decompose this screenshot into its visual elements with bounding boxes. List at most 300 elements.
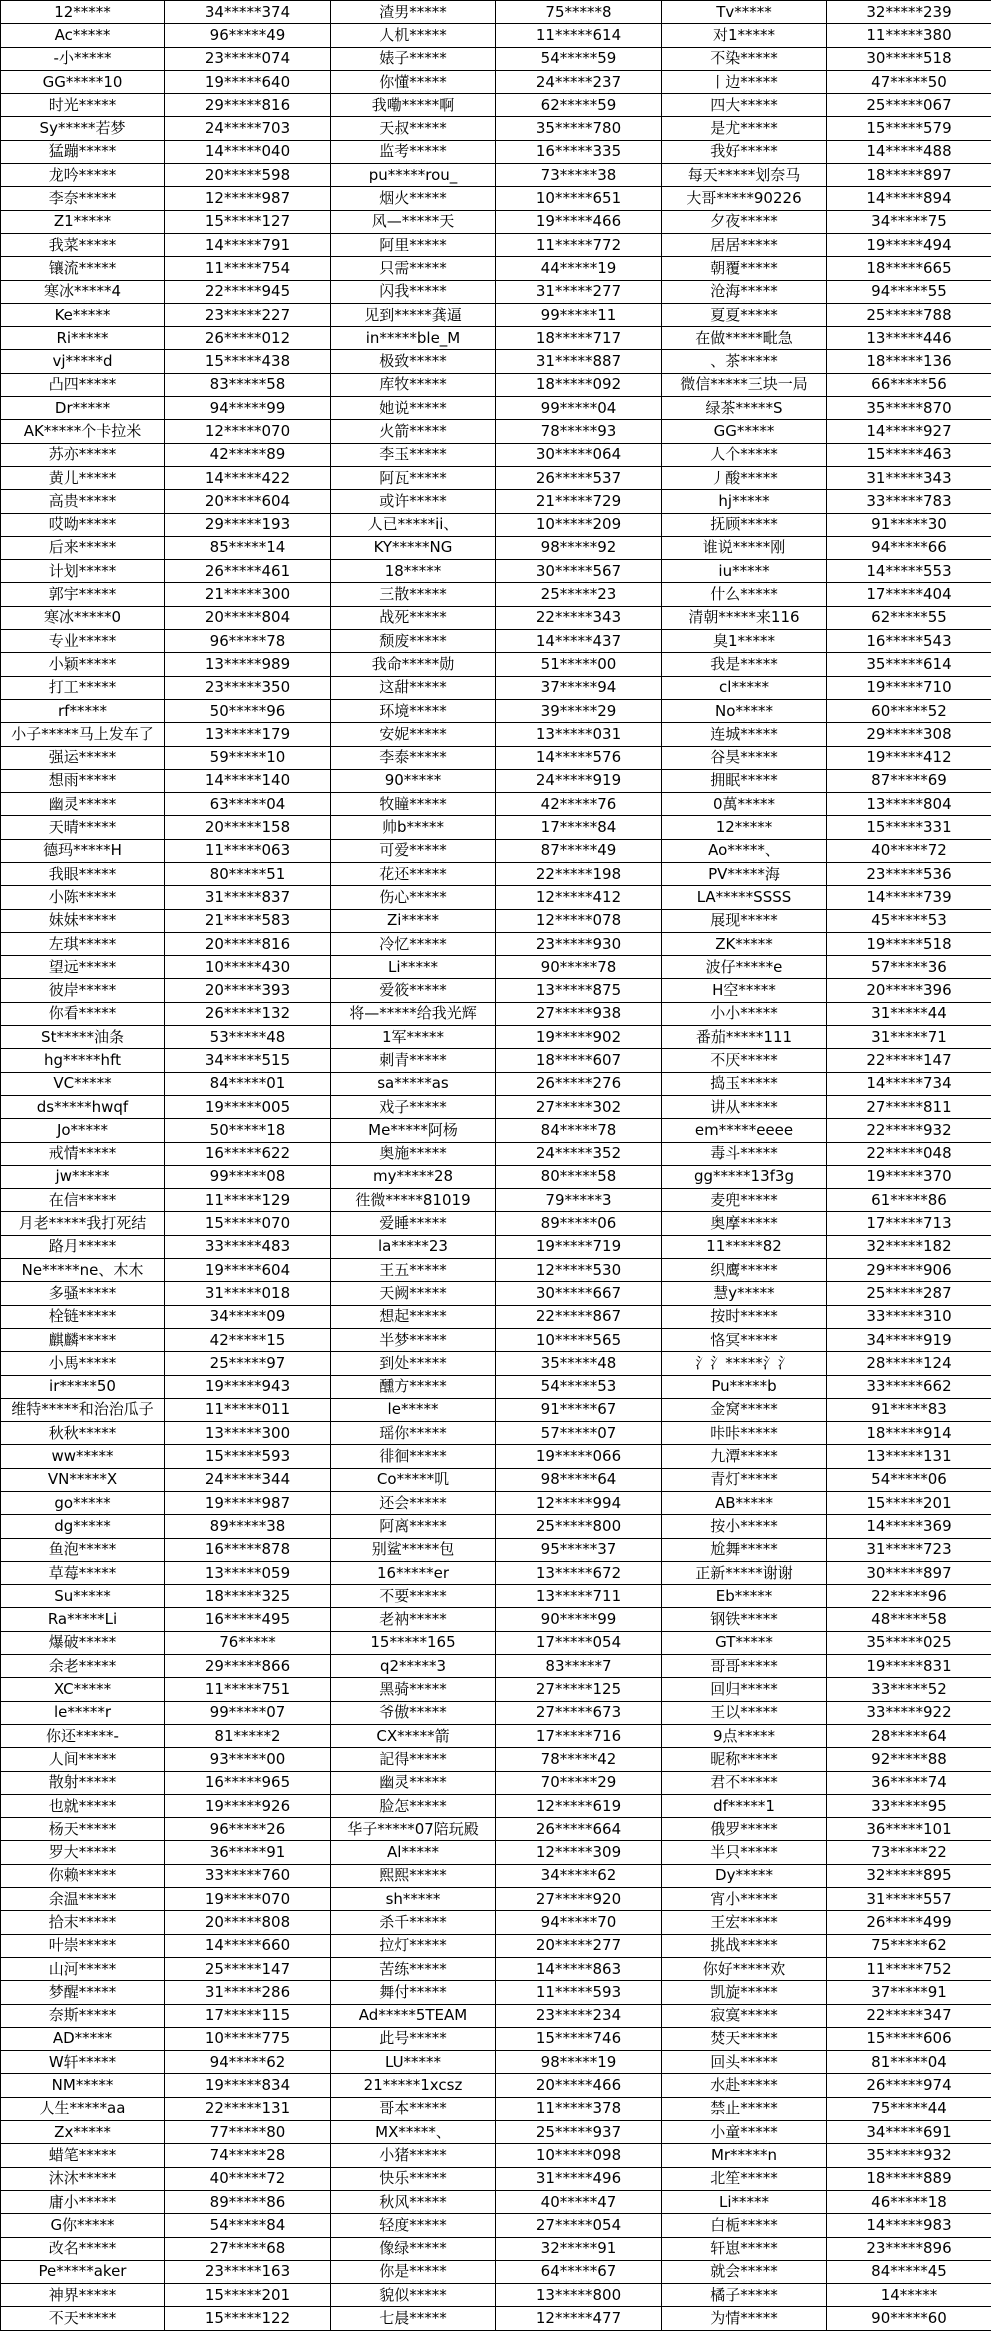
table-cell: 苦练*****: [331, 1957, 496, 1980]
table-cell: 宵小*****: [662, 1888, 827, 1911]
table-cell: 36*****91: [165, 1841, 331, 1864]
table-cell: 臭1*****: [662, 630, 827, 653]
table-cell: 什么*****: [662, 583, 827, 606]
table-cell: 18*****889: [827, 2167, 991, 2190]
table-cell: 幽灵*****: [331, 1771, 496, 1794]
table-cell: 李奈*****: [1, 187, 165, 210]
table-cell: 捣玉*****: [662, 1072, 827, 1095]
table-cell: 猛蹦*****: [1, 140, 165, 163]
table-cell: St*****油条: [1, 1026, 165, 1049]
table-row: [1, 2190, 991, 2213]
table-cell: 此号*****: [331, 2027, 496, 2050]
table-cell: 11*****380: [827, 24, 991, 47]
table-cell: 16*****543: [827, 630, 991, 653]
table-cell: PV*****海: [662, 862, 827, 885]
table-cell: 60*****52: [827, 699, 991, 722]
table-cell: 恪冥*****: [662, 1328, 827, 1351]
table-cell: 金窝*****: [662, 1398, 827, 1421]
table-cell: Mr*****n: [662, 2144, 827, 2167]
table-cell: 59*****10: [165, 746, 331, 769]
table-cell: 27*****054: [496, 2214, 662, 2237]
table-cell: 13*****711: [496, 1585, 662, 1608]
table-cell: 人生*****aa: [1, 2097, 165, 2120]
table-cell: 35*****48: [496, 1352, 662, 1375]
table-cell: 23*****074: [165, 47, 331, 70]
table-cell: 15*****070: [165, 1212, 331, 1235]
table-cell: 19*****412: [827, 746, 991, 769]
table-cell: 81*****04: [827, 2051, 991, 2074]
table-cell: 我命*****勋: [331, 653, 496, 676]
table-cell: 19*****604: [165, 1259, 331, 1282]
table-cell: 27*****302: [496, 1095, 662, 1118]
table-cell: 钢铁*****: [662, 1608, 827, 1631]
table-cell: 哥哥*****: [662, 1655, 827, 1678]
table-cell: 11*****011: [165, 1398, 331, 1421]
table-cell: 22*****945: [165, 280, 331, 303]
table-row: [1, 443, 991, 466]
table-cell: 23*****536: [827, 862, 991, 885]
table-cell: ds*****hwqf: [1, 1095, 165, 1118]
table-cell: 轻度*****: [331, 2214, 496, 2237]
table-row: [1, 1911, 991, 1934]
table-row: [1, 490, 991, 513]
table-cell: dg*****: [1, 1515, 165, 1538]
table-cell: 回归*****: [662, 1678, 827, 1701]
table-cell: 14*****894: [827, 187, 991, 210]
table-row: [1, 1841, 991, 1864]
table-cell: 三散*****: [331, 583, 496, 606]
table-row: [1, 653, 991, 676]
table-cell: 25*****937: [496, 2121, 662, 2144]
table-cell: AK*****个卡拉米: [1, 420, 165, 443]
table-cell: 39*****29: [496, 699, 662, 722]
table-cell: 94*****70: [496, 1911, 662, 1934]
table-cell: 徃微*****81019: [331, 1189, 496, 1212]
table-cell: 织鹰*****: [662, 1259, 827, 1282]
table-cell: 拾末*****: [1, 1911, 165, 1934]
table-cell: -小*****: [1, 47, 165, 70]
table-row: [1, 1468, 991, 1491]
table-row: [1, 233, 991, 256]
table-cell: 22*****343: [496, 606, 662, 629]
table-cell: 婊子*****: [331, 47, 496, 70]
table-cell: 19*****834: [165, 2074, 331, 2097]
table-cell: 27*****125: [496, 1678, 662, 1701]
table-cell: 梦醒*****: [1, 1981, 165, 2004]
table-cell: 战死*****: [331, 606, 496, 629]
table-cell: 26*****499: [827, 1911, 991, 1934]
table-cell: 毒斗*****: [662, 1142, 827, 1165]
table-row: [1, 723, 991, 746]
table-cell: 像绿*****: [331, 2237, 496, 2260]
table-cell: 78*****93: [496, 420, 662, 443]
table-cell: 你还*****-: [1, 1724, 165, 1747]
table-cell: 彼岸*****: [1, 979, 165, 1002]
table-cell: 焚天*****: [662, 2027, 827, 2050]
table-cell: 黄儿*****: [1, 466, 165, 489]
table-cell: 54*****59: [496, 47, 662, 70]
table-row: [1, 1305, 991, 1328]
table-cell: Jo*****: [1, 1119, 165, 1142]
table-cell: 26*****276: [496, 1072, 662, 1095]
table-row: [1, 1142, 991, 1165]
table-cell: 34*****691: [827, 2121, 991, 2144]
table-cell: 老衲*****: [331, 1608, 496, 1631]
table-cell: 舞付*****: [331, 1981, 496, 2004]
table-cell: Dr*****: [1, 397, 165, 420]
table-row: [1, 2284, 991, 2307]
table-cell: 冷忆*****: [331, 932, 496, 955]
table-cell: 35*****780: [496, 117, 662, 140]
table-row: [1, 210, 991, 233]
table-row: [1, 420, 991, 443]
table-cell: 18*****325: [165, 1585, 331, 1608]
table-row: [1, 1375, 991, 1398]
table-cell: 哥本*****: [331, 2097, 496, 2120]
table-cell: 29*****906: [827, 1259, 991, 1282]
table-cell: 90*****: [331, 769, 496, 792]
table-cell: 57*****07: [496, 1422, 662, 1445]
table-cell: 你赖*****: [1, 1864, 165, 1887]
table-cell: 奥施*****: [331, 1142, 496, 1165]
table-cell: 14*****660: [165, 1934, 331, 1957]
table-cell: 11*****752: [827, 1957, 991, 1980]
table-row: [1, 909, 991, 932]
table-row: [1, 699, 991, 722]
table-cell: 安妮*****: [331, 723, 496, 746]
table-cell: 拥眠*****: [662, 769, 827, 792]
table-cell: 帅b*****: [331, 816, 496, 839]
table-cell: 栓链*****: [1, 1305, 165, 1328]
table-cell: 14*****369: [827, 1515, 991, 1538]
table-row: [1, 1189, 991, 1212]
table-cell: 12*****987: [165, 187, 331, 210]
table-cell: 34*****75: [827, 210, 991, 233]
table-cell: go*****: [1, 1492, 165, 1515]
table-cell: 62*****55: [827, 606, 991, 629]
table-cell: 我好*****: [662, 140, 827, 163]
table-cell: 54*****84: [165, 2214, 331, 2237]
table-cell: 15*****127: [165, 210, 331, 233]
table-cell: 秋秋*****: [1, 1422, 165, 1445]
table-cell: 13*****804: [827, 793, 991, 816]
table-cell: No*****: [662, 699, 827, 722]
table-cell: 貌似*****: [331, 2284, 496, 2307]
table-cell: 小馬*****: [1, 1352, 165, 1375]
table-cell: CX*****箭: [331, 1724, 496, 1747]
table-row: [1, 746, 991, 769]
table-cell: la*****23: [331, 1235, 496, 1258]
table-cell: 21*****1xcsz: [331, 2074, 496, 2097]
table-row: [1, 1259, 991, 1282]
table-cell: 18*****136: [827, 350, 991, 373]
table-cell: 99*****04: [496, 397, 662, 420]
table-cell: 夕夜*****: [662, 210, 827, 233]
table-cell: 你看*****: [1, 1002, 165, 1025]
table-cell: 25*****23: [496, 583, 662, 606]
table-cell: 微信*****三块一局: [662, 373, 827, 396]
table-cell: Co*****叽: [331, 1468, 496, 1491]
table-cell: 18*****607: [496, 1049, 662, 1072]
table-row: [1, 327, 991, 350]
table-cell: 22*****347: [827, 2004, 991, 2027]
table-cell: 14*****040: [165, 140, 331, 163]
table-cell: 20*****466: [496, 2074, 662, 2097]
table-cell: 35*****025: [827, 1631, 991, 1654]
table-cell: 57*****36: [827, 956, 991, 979]
table-body: [1, 1, 991, 2331]
table-cell: 17*****713: [827, 1212, 991, 1235]
table-cell: 沐沐*****: [1, 2167, 165, 2190]
table-cell: 李玉*****: [331, 443, 496, 466]
table-cell: hj*****: [662, 490, 827, 513]
table-cell: 大哥*****90226: [662, 187, 827, 210]
table-row: [1, 1282, 991, 1305]
table-cell: 40*****72: [827, 839, 991, 862]
table-cell: 奥摩*****: [662, 1212, 827, 1235]
table-cell: 31*****343: [827, 466, 991, 489]
table-cell: 不厌*****: [662, 1049, 827, 1072]
table-cell: 14*****488: [827, 140, 991, 163]
table-cell: 12*****078: [496, 909, 662, 932]
table-cell: 44*****19: [496, 257, 662, 280]
table-cell: 96*****78: [165, 630, 331, 653]
table-cell: 81*****2: [165, 1724, 331, 1747]
table-cell: le*****r: [1, 1701, 165, 1724]
table-cell: 她说*****: [331, 397, 496, 420]
table-cell: 12*****309: [496, 1841, 662, 1864]
table-cell: 爆破*****: [1, 1631, 165, 1654]
table-cell: 丿酸*****: [662, 466, 827, 489]
table-cell: 14*****576: [496, 746, 662, 769]
table-row: [1, 1212, 991, 1235]
table-cell: 33*****483: [165, 1235, 331, 1258]
table-cell: 66*****56: [827, 373, 991, 396]
table-cell: 庸小*****: [1, 2190, 165, 2213]
table-row: [1, 1934, 991, 1957]
table-cell: 不染*****: [662, 47, 827, 70]
table-cell: 杨天*****: [1, 1818, 165, 1841]
table-cell: 快乐*****: [331, 2167, 496, 2190]
table-cell: 32*****239: [827, 1, 991, 24]
table-cell: 26*****664: [496, 1818, 662, 1841]
table-cell: 14*****863: [496, 1957, 662, 1980]
table-cell: 20*****808: [165, 1911, 331, 1934]
table-cell: 54*****06: [827, 1468, 991, 1491]
table-cell: 26*****974: [827, 2074, 991, 2097]
table-row: [1, 676, 991, 699]
table-cell: 27*****920: [496, 1888, 662, 1911]
table-cell: 75*****8: [496, 1, 662, 24]
table-cell: 奈斯*****: [1, 2004, 165, 2027]
table-cell: 30*****667: [496, 1282, 662, 1305]
table-cell: 18*****665: [827, 257, 991, 280]
table-cell: 高贵*****: [1, 490, 165, 513]
table-row: [1, 1352, 991, 1375]
table-cell: 1军*****: [331, 1026, 496, 1049]
table-cell: 11*****751: [165, 1678, 331, 1701]
table-cell: Zi*****: [331, 909, 496, 932]
table-row: [1, 1002, 991, 1025]
table-cell: Al*****: [331, 1841, 496, 1864]
table-cell: 草莓*****: [1, 1561, 165, 1584]
table-cell: 14*****791: [165, 233, 331, 256]
table-row: [1, 2097, 991, 2120]
table-cell: 15*****593: [165, 1445, 331, 1468]
table-cell: 33*****310: [827, 1305, 991, 1328]
table-cell: 人已*****ii、: [331, 513, 496, 536]
table-cell: 你懂*****: [331, 70, 496, 93]
table-row: [1, 956, 991, 979]
table-row: [1, 2214, 991, 2237]
table-cell: 余老*****: [1, 1655, 165, 1678]
table-cell: 人机*****: [331, 24, 496, 47]
table-row: [1, 560, 991, 583]
table-cell: Li*****: [331, 956, 496, 979]
table-cell: 33*****52: [827, 1678, 991, 1701]
table-cell: 19*****719: [496, 1235, 662, 1258]
table-cell: 寒冰*****0: [1, 606, 165, 629]
table-cell: 93*****00: [165, 1748, 331, 1771]
table-cell: GG*****: [662, 420, 827, 443]
table-cell: 19*****710: [827, 676, 991, 699]
table-row: [1, 2074, 991, 2097]
table-cell: 16*****878: [165, 1538, 331, 1561]
table-cell: 月老*****我打死结: [1, 1212, 165, 1235]
table-cell: 君不*****: [662, 1771, 827, 1794]
table-cell: 还会*****: [331, 1492, 496, 1515]
table-cell: H空*****: [662, 979, 827, 1002]
table-cell: 麒麟*****: [1, 1328, 165, 1351]
table-cell: 黑骑*****: [331, 1678, 496, 1701]
table-cell: in*****ble_M: [331, 327, 496, 350]
table-row: [1, 1631, 991, 1654]
table-row: [1, 187, 991, 210]
table-cell: 98*****19: [496, 2051, 662, 2074]
table-cell: 展现*****: [662, 909, 827, 932]
table-cell: 渣男*****: [331, 1, 496, 24]
table-cell: 12*****477: [496, 2307, 662, 2330]
table-cell: 12*****070: [165, 420, 331, 443]
table-cell: 53*****48: [165, 1026, 331, 1049]
table-cell: 12*****530: [496, 1259, 662, 1282]
table-cell: 14*****: [827, 2284, 991, 2307]
table-row: [1, 466, 991, 489]
table-cell: 16*****622: [165, 1142, 331, 1165]
table-cell: 颓废*****: [331, 630, 496, 653]
table-cell: 王五*****: [331, 1259, 496, 1282]
table-cell: 闪我*****: [331, 280, 496, 303]
table-row: [1, 1888, 991, 1911]
table-cell: 19*****070: [165, 1888, 331, 1911]
table-cell: 13*****179: [165, 723, 331, 746]
table-cell: 强运*****: [1, 746, 165, 769]
table-cell: 12*****619: [496, 1794, 662, 1817]
table-cell: 15*****463: [827, 443, 991, 466]
table-cell: 36*****74: [827, 1771, 991, 1794]
table-cell: 34*****374: [165, 1, 331, 24]
table-cell: 半只*****: [662, 1841, 827, 1864]
table-cell: 小子*****马上发车了: [1, 723, 165, 746]
table-cell: 后来*****: [1, 536, 165, 559]
table-cell: Eb*****: [662, 1585, 827, 1608]
table-row: [1, 94, 991, 117]
table-cell: 15*****201: [827, 1492, 991, 1515]
table-cell: 19*****831: [827, 1655, 991, 1678]
table-cell: 19*****494: [827, 233, 991, 256]
table-cell: 王宏*****: [662, 1911, 827, 1934]
table-cell: 到处*****: [331, 1352, 496, 1375]
table-cell: 10*****775: [165, 2027, 331, 2050]
table-cell: Pu*****b: [662, 1375, 827, 1398]
table-row: [1, 1165, 991, 1188]
table-row: [1, 350, 991, 373]
table-cell: 20*****277: [496, 1934, 662, 1957]
table-cell: 17*****716: [496, 1724, 662, 1747]
table-cell: 32*****182: [827, 1235, 991, 1258]
table-cell: 11*****063: [165, 839, 331, 862]
table-cell: 极致*****: [331, 350, 496, 373]
table-cell: 30*****064: [496, 443, 662, 466]
table-cell: ir*****50: [1, 1375, 165, 1398]
table-cell: 27*****673: [496, 1701, 662, 1724]
table-cell: Z1*****: [1, 210, 165, 233]
table-cell: LA*****SSSS: [662, 886, 827, 909]
table-cell: 30*****567: [496, 560, 662, 583]
table-cell: 47*****50: [827, 70, 991, 93]
table-cell: 34*****515: [165, 1049, 331, 1072]
table-row: [1, 1585, 991, 1608]
table-cell: 14*****739: [827, 886, 991, 909]
table-cell: 沧海*****: [662, 280, 827, 303]
table-row: [1, 1748, 991, 1771]
table-row: [1, 47, 991, 70]
table-cell: 10*****098: [496, 2144, 662, 2167]
table-cell: 小猪*****: [331, 2144, 496, 2167]
table-row: [1, 1678, 991, 1701]
table-cell: 余温*****: [1, 1888, 165, 1911]
table-cell: 96*****26: [165, 1818, 331, 1841]
table-cell: 31*****286: [165, 1981, 331, 2004]
table-cell: GG*****10: [1, 70, 165, 93]
table-cell: 杀千*****: [331, 1911, 496, 1934]
table-row: [1, 140, 991, 163]
table-cell: 42*****89: [165, 443, 331, 466]
table-cell: 22*****131: [165, 2097, 331, 2120]
table-cell: 清朝*****来116: [662, 606, 827, 629]
table-cell: 按小*****: [662, 1515, 827, 1538]
table-cell: 33*****662: [827, 1375, 991, 1398]
table-row: [1, 2027, 991, 2050]
table-cell: 16*****335: [496, 140, 662, 163]
table-cell: 昵称*****: [662, 1748, 827, 1771]
table-cell: 24*****237: [496, 70, 662, 93]
table-cell: 61*****86: [827, 1189, 991, 1212]
table-cell: 慧y*****: [662, 1282, 827, 1305]
table-cell: 讲从*****: [662, 1095, 827, 1118]
table-row: [1, 2051, 991, 2074]
table-cell: 11*****129: [165, 1189, 331, 1212]
table-cell: 见到*****龚逼: [331, 303, 496, 326]
table-row: [1, 1864, 991, 1887]
table-cell: 64*****67: [496, 2260, 662, 2283]
table-cell: 波仔*****e: [662, 956, 827, 979]
table-cell: 15*****122: [165, 2307, 331, 2330]
table-cell: Dy*****: [662, 1864, 827, 1887]
table-cell: 爱睡*****: [331, 1212, 496, 1235]
table-cell: LU*****: [331, 2051, 496, 2074]
table-cell: 37*****91: [827, 1981, 991, 2004]
